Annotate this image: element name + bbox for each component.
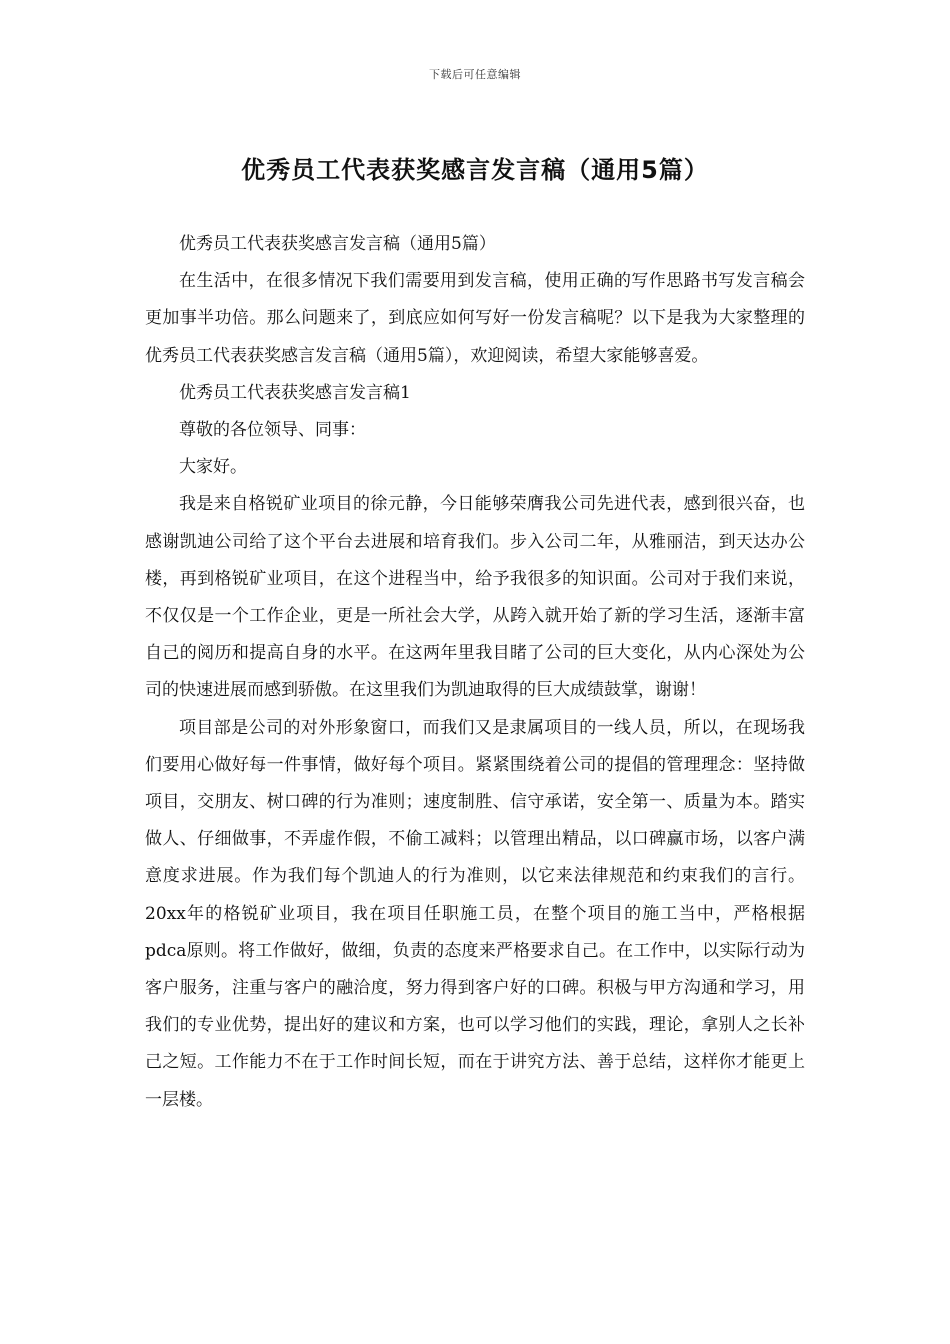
header-note: 下载后可任意编辑 xyxy=(429,68,521,81)
paragraph-body-1: 我是来自格锐矿业项目的徐元静，今日能够荣膺我公司先进代表，感到很兴奋，也感谢凯迪公司给了这个平台去进展和培育我们。步入公司二年，从雅丽洁，到天达办公楼，再到格锐矿业项目，在这个进程当中，给予我很多的知识面。公司对于我们来说，不仅仅是一个工作企业，更是一所社会大学，从跨入就开始了新的学习生活，逐渐丰富自己的阅历和提高自身的水平。在这两年里我目睹了公司的巨大变化，从内心深处为公司的快速进展而感到骄傲。在这里我们为凯迪取得的巨大成绩鼓掌，谢谢！ xyxy=(145,494,805,701)
paragraph-salutation: 尊敬的各位领导、同事： xyxy=(179,420,366,441)
paragraph-body-2: 项目部是公司的对外形象窗口，而我们又是隶属项目的一线人员，所以，在现场我们要用心做好每一件事情，做好每个项目。紧紧围绕着公司的提倡的管理理念：坚持做项目，交朋友、树口碑的行为准则；速度制胜、信守承诺，安全第一、质量为本。踏实做人、仔细做事，不弄虚作假，不偷工减料；以管理出精品，以口碑赢市场，以客户满意度求进展。作为我们每个凯迪人的行为准则，以它来法律规范和约束我们的言行。20xx年的格锐矿业项目，我在项目任职施工员，在整个项目的施工当中，严格根据pdca原则。将工作做好，做细，负责的态度来严格要求自己。在工作中，以实际行动为客户服务，注重与客户的融洽度，努力得到客户好的口碑。积极与甲方沟通和学习，用我们的专业优势，提出好的建议和方案，也可以学习他们的实践，理论，拿别人之长补己之短。工作能力不在于工作时间长短，而在于讲究方法、善于总结，这样你才能更上一层楼。 xyxy=(145,717,805,1110)
document-body xyxy=(145,226,805,1119)
paragraph-section-heading: 优秀员工代表获奖感言发言稿1 xyxy=(179,382,411,403)
paragraph-intro: 在生活中，在很多情况下我们需要用到发言稿，使用正确的写作思路书写发言稿会更加事半功倍。那么问题来了，到底应如何写好一份发言稿呢？以下是我为大家整理的优秀员工代表获奖感言发言稿（通用5篇），欢迎阅读，希望大家能够喜爱。 xyxy=(145,271,805,366)
document-title: 优秀员工代表获奖感言发言稿（通用5篇） xyxy=(241,156,709,184)
paragraph-greeting: 大家好。 xyxy=(179,457,247,478)
paragraph-subtitle: 优秀员工代表获奖感言发言稿（通用5篇） xyxy=(179,234,496,254)
